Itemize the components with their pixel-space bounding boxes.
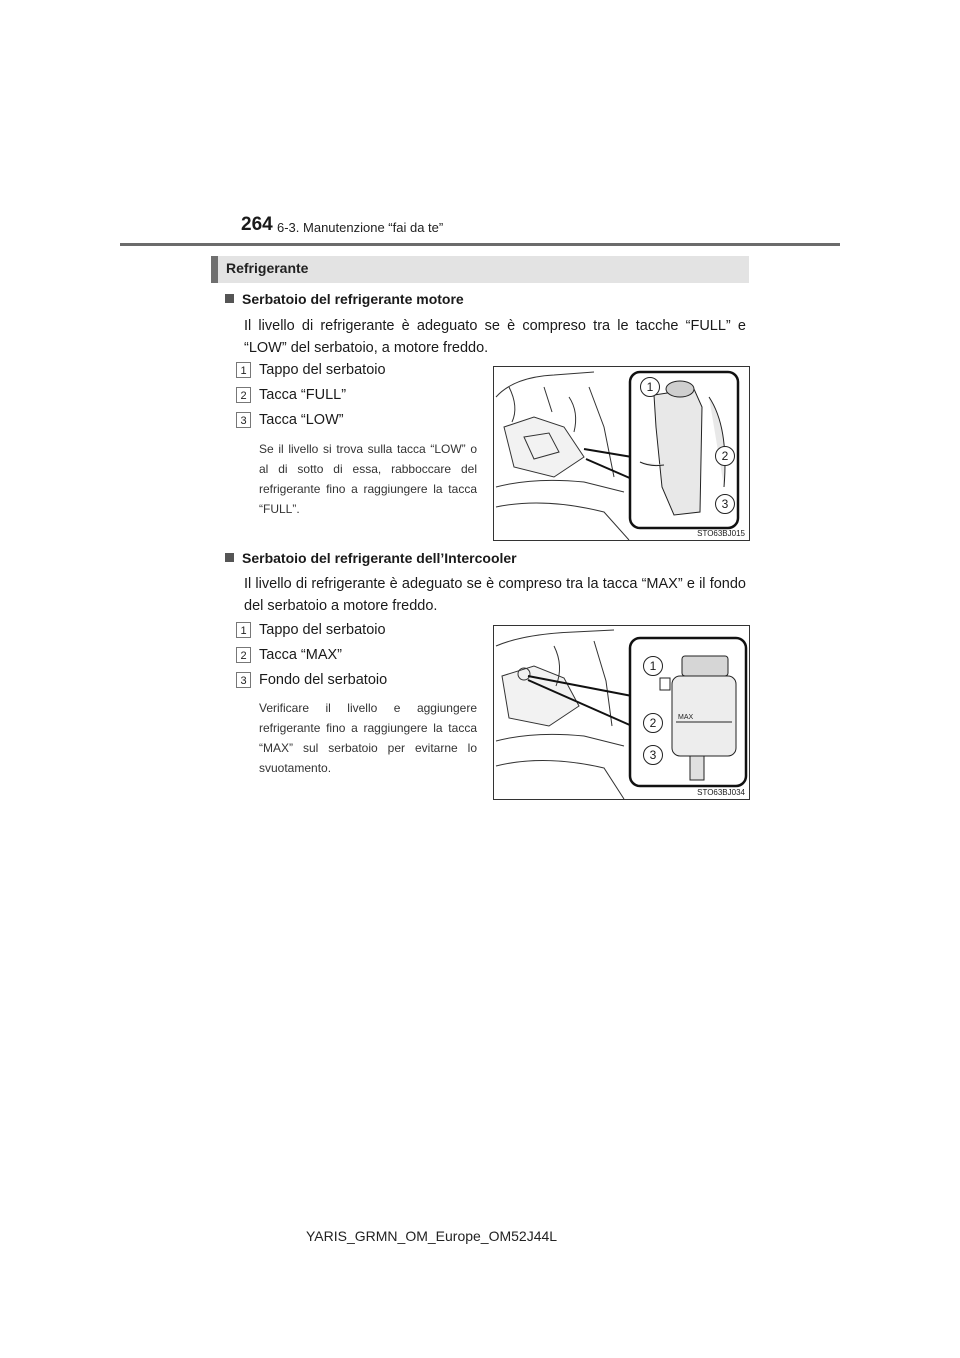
note-text: Verificare il livello e aggiungere refrigerante fino a raggiungere la tacca “MAX” sul serbatoio per evitarne lo svuotamento. [259,701,477,775]
subsection-heading-intercooler [225,550,517,566]
subsection-heading-engine [225,291,464,307]
number-3-icon [236,672,251,688]
footer-document-code: YARIS_GRMN_OM_Europe_OM52J44L [306,1228,558,1244]
callout-3: 3 [643,745,663,765]
engine-coolant-paragraph: Il livello di refrigerante è adeguato se è compreso tra le tacche “FULL” e “LOW” del serbatoio, a motore freddo. [244,318,746,356]
callout-2: 2 [643,713,663,733]
section-title-box [211,256,749,283]
svg-text:1: 1 [240,625,247,637]
svg-text:3: 3 [240,675,247,687]
header-rule [120,243,840,246]
intercooler-coolant-paragraph: Il livello di refrigerante è adeguato se è compreso tra la tacca “MAX” e il fondo del serbatoio a motore freddo. [244,576,746,614]
section-title: 6-3. Manutenzione “fai da te” [277,220,444,235]
number-2-icon [236,647,251,663]
svg-text:1: 1 [240,365,247,377]
svg-text:3: 3 [240,415,247,427]
subsection-heading-text: Serbatoio del refrigerante dell’Intercooler [242,550,517,566]
figure-code: STO63BJ015 [697,529,745,538]
section-box-title: Refrigerante [226,260,309,276]
svg-text:2: 2 [240,650,247,662]
square-bullet-icon [225,553,234,562]
number-2-icon [236,387,251,403]
callout-2: 2 [715,446,735,466]
intercooler-reservoir-illustration [493,625,750,800]
item-label: Fondo del serbatoio [259,672,388,688]
item-label: Tacca “LOW” [259,412,344,428]
note-text: Se il livello si trova sulla tacca “LOW” o al di sotto di essa, rabboccare del refrigerante fino a raggiungere la tacca “FULL”. [259,442,477,516]
number-3-icon [236,412,251,428]
intercooler-bay-drawing [494,626,749,799]
callout-1: 1 [640,377,660,397]
number-1-icon [236,622,251,638]
max-mark-label: MAX [678,714,694,721]
figure-code: STO63BJ034 [697,788,745,797]
page-number: 264 [241,214,273,235]
square-bullet-icon [225,294,234,303]
section-bar [211,256,218,283]
item-label: Tappo del serbatoio [259,622,386,638]
number-1-icon [236,362,251,378]
item-label: Tappo del serbatoio [259,362,386,378]
subsection-heading-text: Serbatoio del refrigerante motore [242,291,464,307]
engine-coolant-reservoir-illustration [493,366,750,541]
engine-bay-drawing [494,367,749,540]
svg-text:2: 2 [240,390,247,402]
callout-1: 1 [643,656,663,676]
item-label: Tacca “FULL” [259,387,347,403]
item-label: Tacca “MAX” [259,647,342,663]
callout-3: 3 [715,494,735,514]
